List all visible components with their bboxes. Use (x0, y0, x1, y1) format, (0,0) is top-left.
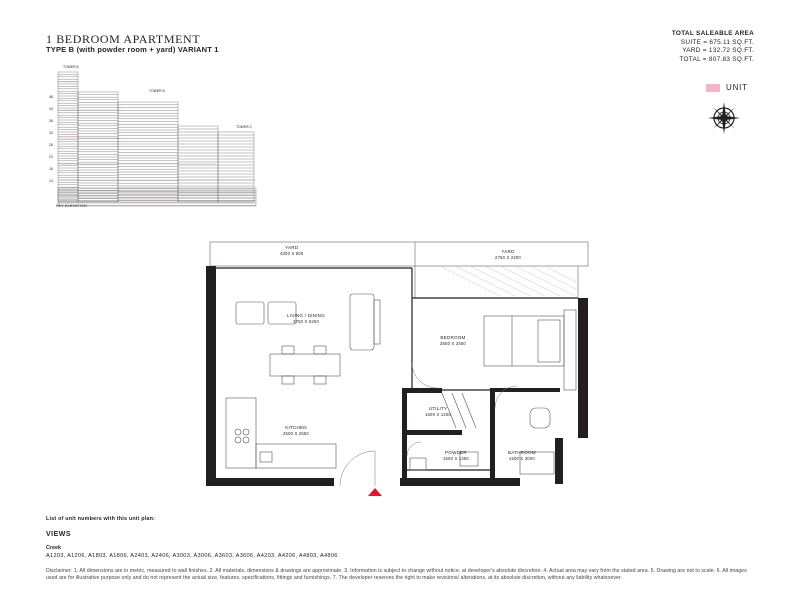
room-dimension: 2750 X 2200 (495, 254, 521, 260)
room-dimension: 3750 X 5250 (293, 318, 319, 324)
floor-label: 18 (49, 167, 53, 171)
unit-legend-label: UNIT (726, 83, 748, 92)
room-dimension: 3550 X 3450 (440, 340, 466, 346)
tower-b-label: TOWER B (149, 89, 165, 93)
unit-number-list: A1203, A1206, A1803, A1806, A2403, A2406, A3003, A3006, A3603, A3606, A4203, A4206, A4803, A4806 (46, 553, 338, 559)
room-label-utility (425, 406, 451, 418)
floor-plan (200, 238, 600, 500)
key-elevation-diagram (46, 62, 266, 214)
tower-c-label: TOWER C (236, 125, 252, 129)
yard-outline (210, 242, 588, 266)
saleable-area-summary (672, 30, 754, 64)
entry-triangle-icon (368, 488, 382, 496)
unit-type-subtitle: TYPE B (with powder room + yard) VARIANT 1 (46, 45, 219, 54)
floor-label: 33 (49, 131, 53, 135)
room-label-bathroom (508, 450, 536, 462)
floor-label: 43 (49, 107, 53, 111)
views-heading: VIEWS (46, 531, 72, 538)
room-name: BEDROOM (440, 335, 466, 340)
room-dimension: 1600 X 1200 (425, 411, 451, 417)
tower-a-label: TOWER A (63, 65, 79, 69)
key-elevation-caption: KEY ELEVATION (56, 204, 87, 208)
floor-label: 28 (49, 143, 53, 147)
room-label-living (287, 313, 325, 325)
room-name: YARD (285, 245, 299, 250)
unit-list-caption: List of unit numbers with this unit plan: (46, 516, 156, 522)
floor-label: 48 (49, 95, 53, 99)
room-label-powder (443, 450, 469, 462)
room-dimension: 4300 X 800 (280, 250, 304, 256)
room-name: POWDER (445, 450, 467, 455)
room-dimension: 1600 X 1450 (443, 455, 469, 461)
floor-label: 38 (49, 119, 53, 123)
compass-rose-icon (706, 100, 742, 136)
room-name: KITCHEN (285, 425, 307, 430)
room-name: UTILITY (428, 406, 448, 411)
room-name: BATHROOM (508, 450, 536, 455)
room-label-yard-left (280, 245, 303, 257)
views-group-label: Creek (46, 545, 61, 551)
unit-legend-swatch (706, 84, 720, 92)
room-name: LIVING / DINING (287, 313, 325, 318)
room-label-bedroom (440, 335, 466, 347)
room-name: YARD (501, 249, 515, 254)
room-label-yard-right (495, 249, 521, 261)
area-yard: YARD = 132.72 SQ.FT. (682, 47, 754, 55)
page-title: 1 BEDROOM APARTMENT (46, 32, 201, 46)
exterior-wall-east (578, 298, 588, 438)
area-total: TOTAL = 807.83 SQ.FT. (679, 55, 754, 63)
disclaimer-text: Disclaimer: 1. All dimensions are in metric, measured to wall finishes. 2. All materials, dimensions & drawings are approximate. 3. Information is subject to change without notice, at developer's absolute discretion. 4. Actual area may vary from the stated area. 5. Drawing are not to scale. 6. All images used are for illustrative purpose only and do not represent the actual size, features, specifications, fittings and furnishings. 7. The developer reserves the right to make revisions/ alterations, at its absolute discretion, without any liability whatsoever. (46, 568, 747, 581)
area-heading: TOTAL SALEABLE AREA (671, 30, 754, 37)
room-dimension: 1500 X 3000 (508, 455, 535, 461)
exterior-wall-west (206, 266, 216, 486)
floor-label: 23 (49, 155, 53, 159)
room-label-kitchen (283, 425, 309, 437)
floor-label: 13 (49, 179, 53, 183)
area-suite: SUITE = 675.11 SQ.FT. (680, 38, 754, 46)
unit-legend (706, 83, 748, 92)
room-dimension: 2500 X 2550 (283, 430, 309, 436)
